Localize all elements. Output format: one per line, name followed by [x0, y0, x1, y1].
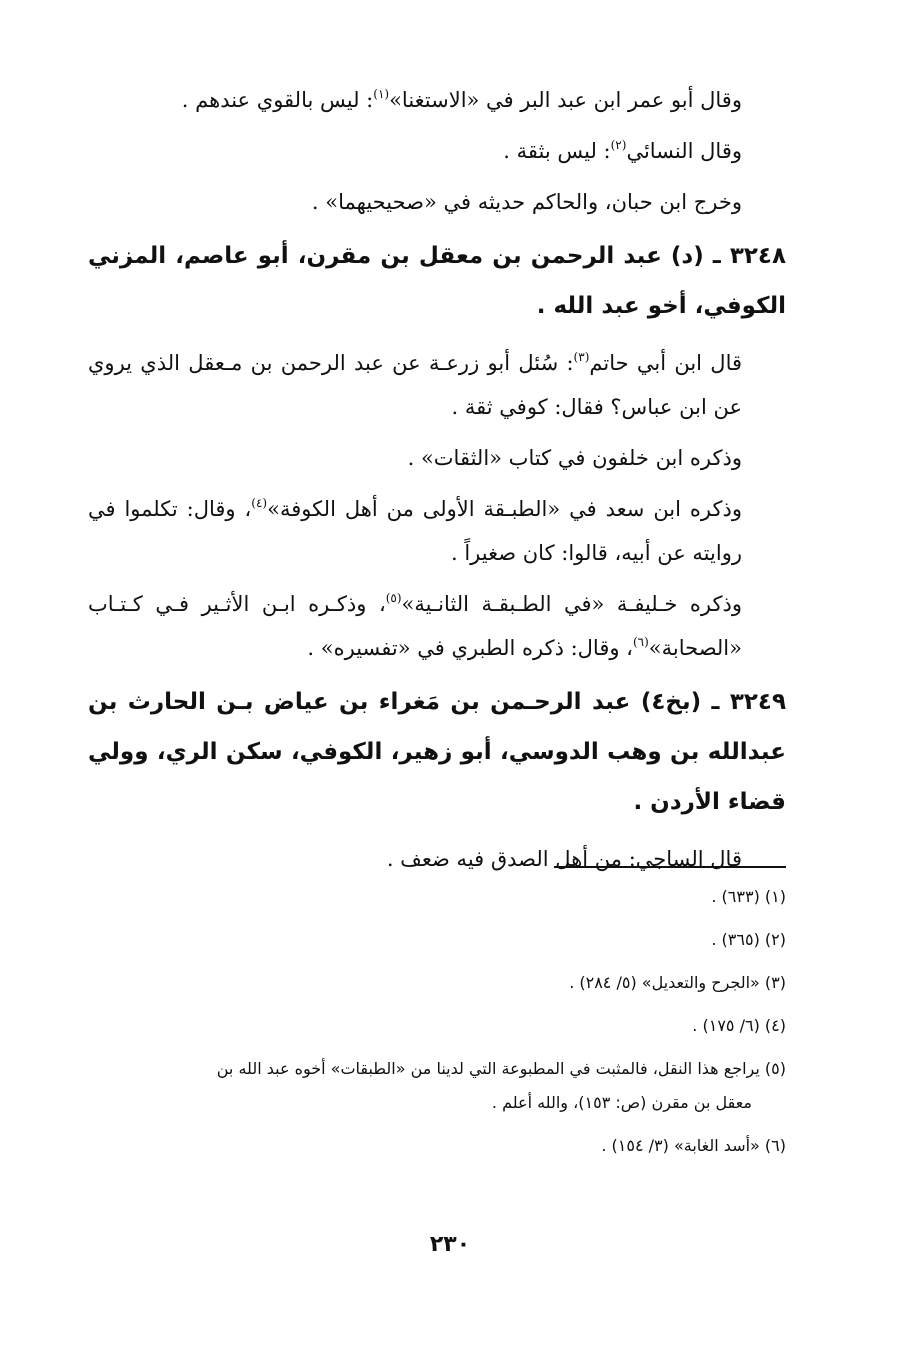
footnote-5-line-2: معقل بن مقرن (ص: ١٥٣)، والله أعلم . [491, 1093, 752, 1112]
footnote-2: (٢) (٣٦٥) . [711, 930, 786, 949]
footnote-4: (٤) (٦/ ١٧٥) . [692, 1016, 786, 1035]
footnote-ref-4[interactable]: (٤) [251, 496, 268, 510]
page-number: ٢٣٠ [429, 1232, 471, 1257]
footnote-1: (١) (٦٣٣) . [711, 887, 786, 906]
paragraph-ibn-khalfun: وذكره ابن خلفون في كتاب «الثقات» . [407, 446, 742, 470]
paragraph-ibn-abd-al-barr: وقال أبو عمر ابن عبد البر في «الاستغنا»$^{(١)}$: ليس بالقوي عندهم . [181, 87, 742, 112]
footnote-ref-5[interactable]: (٥) [385, 591, 402, 605]
footnote-divider [554, 866, 786, 868]
footnote-6: (٦) «أسد الغابة» (٣/ ١٥٤) . [601, 1136, 786, 1155]
footnote-ref-3[interactable]: (٣) [573, 350, 590, 364]
paragraph-ibn-abi-hatim: قال ابن أبي حاتم$^{(٣)}$: سُئل أبو زرعـة عن عبد الرحمن بن مـعقل الذي يروي عن ابن عباس؟ فقال: كوفي ثقة . [88, 350, 743, 419]
entry-heading-3248: ٣٢٤٨ ـ (د) عبد الرحمن بن معقل بن مقرن، أبو عاصم، المزني الكوفي، أخو عبد الله . [88, 243, 786, 319]
paragraph-saji: قال الساجي: من أهل الصدق فيه ضعف . [386, 847, 742, 871]
paragraph-ibn-sad: وذكره ابن سعد في «الطبـقة الأولى من أهل الكوفة»$^{(٤)}$، وقال: تكلموا في روايته عن أبيه، قالوا: كان صغيراً . [88, 496, 743, 565]
main-text [88, 78, 786, 888]
paragraph-nasai: وقال النسائي$^{(٢)}$: ليس بثقة . [503, 138, 742, 163]
entry-heading-3249: ٣٢٤٩ ـ (بخ٤) عبد الرحـمن بن مَغراء بن عياض بـن الحارث بن عبدالله بن وهب الدوسي، أبو زهير، الكوفي، سكن الري، وولي قضاء الأردن . [88, 689, 786, 815]
paragraph-ibn-hibban: وخرج ابن حبان، والحاكم حديثه في «صحيحيهما» . [311, 190, 742, 214]
footnote-5-line-1: (٥) يراجع هذا النقل، فالمثبت في المطبوعة التي لدينا من «الطبقات» أخوه عبد الله بن [216, 1059, 786, 1078]
footnotes [88, 880, 786, 1172]
footnote-ref-2[interactable]: (٢) [610, 138, 627, 152]
footnote-3: (٣) «الجرح والتعديل» (٥/ ٢٨٤) . [569, 973, 786, 992]
footnote-5 [88, 1052, 786, 1120]
footnote-ref-6[interactable]: (٦) [632, 635, 649, 649]
paragraph-khalifa: وذكره خـليفـة «في الطـبقـة الثانـية»$^{(٥)}$، وذكـره ابـن الأثـير فـي كـتـاب «الصحابة»$^{(٦)}$، وقال: ذكره الطبري في «تفسيره» . [88, 591, 742, 660]
footnote-ref-1[interactable]: (١) [373, 87, 390, 101]
